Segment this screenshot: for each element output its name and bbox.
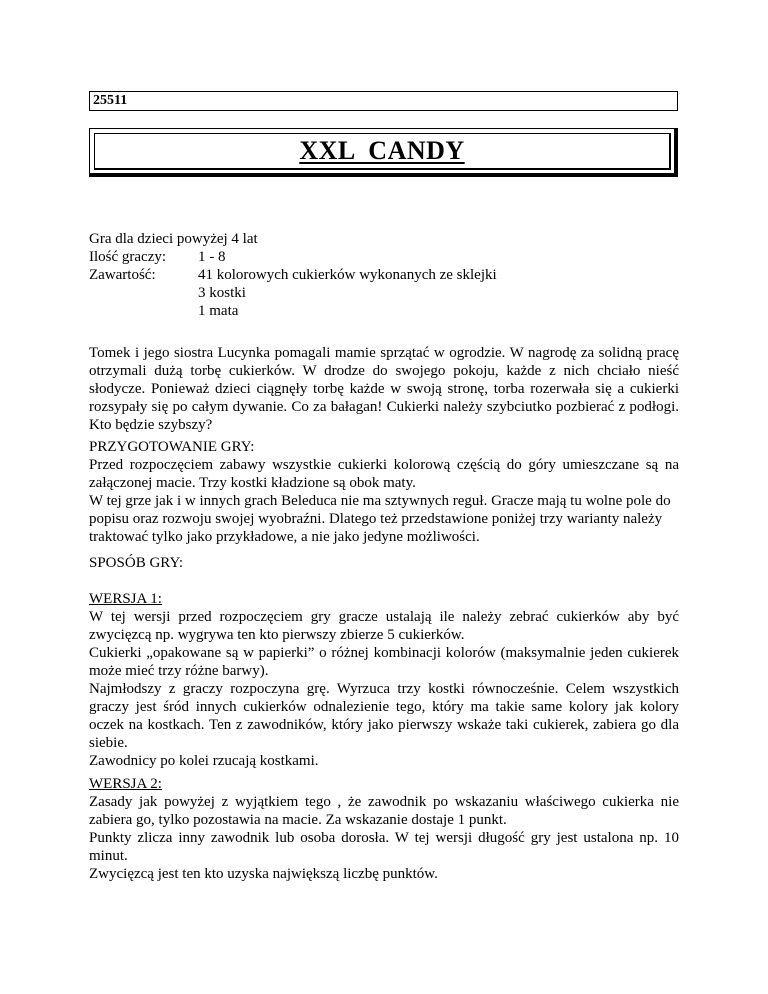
game-info (89, 230, 689, 320)
contents-row (89, 302, 689, 320)
product-code: 25511 (93, 93, 128, 108)
age-text: Gra dla dzieci powyżej 4 lat (89, 231, 258, 247)
version-2-paragraph: Punkty zlicza inny zawodnik lub osoba dorosła. W tej wersji długość gry jest ustalona np. 10 minut. (89, 830, 679, 864)
version-2-paragraph: Zasady jak powyżej z wyjątkiem tego , że zawodnik po wskazaniu właściwego cukierka nie zabiera go, tylko pozostawia na macie. Za wskazanie dostaje 1 punkt. (89, 794, 679, 828)
intro-section (89, 344, 679, 434)
version-1-paragraph: Najmłodszy z graczy rozpoczyna grę. Wyrzuca trzy kostki równocześnie. Celem wszystkich graczy jest śród innych cukierków odnalezienie tego, który ma takie same kolory jak kolory oczek na kostkach. Ten z zawodników, który jako pierwszy wskaże taki cukierek, zabiera go dla siebie. (89, 681, 679, 751)
version-2-heading: WERSJA 2: (89, 776, 162, 792)
howto-section (89, 554, 679, 572)
contents-label: Zawartość: (89, 267, 156, 283)
product-code-box (89, 91, 678, 111)
title-inner-frame (94, 133, 671, 170)
version-1-heading: WERSJA 1: (89, 591, 162, 607)
intro-paragraph: Tomek i jego siostra Lucynka pomagali mamie sprzątać w ogrodzie. W nagrodę za solidną pracę otrzymali dużą torbę cukierków. W drodze do swojego pokoju, każde z nich chciało nieść słodycze. Ponieważ dzieci ciągnęły torbę każde w swoją stronę, torba rozerwała się a cukierki rozsypały się po całym dywanie. Co za bałagan! Cukierki należy szybciutko pozbierać z podłogi. Kto będzie szybszy? (89, 345, 679, 433)
howto-heading: SPOSÓB GRY: (89, 555, 184, 571)
contents-item: 3 kostki (198, 285, 246, 301)
players-row (89, 248, 689, 266)
version-1-paragraph: Zawodnicy po kolei rzucają kostkami. (89, 753, 319, 769)
prep-paragraph: W tej grze jak i w innych grach Beleduca nie ma sztywnych reguł. Gracze mają tu wolne pole do popisu oraz rozwoju swojej wyobraźni. Dlatego też przedstawione poniżej trzy warianty należy traktować tylko jako przykładowe, a nie jako jedyne możliwości. (89, 493, 671, 545)
age-row (89, 230, 689, 248)
version-1-paragraph: Cukierki „opakowane są w papierki” o różnej kombinacji kolorów (maksymalnie jeden cukierek może mieć trzy różne barwy). (89, 645, 679, 679)
contents-row (89, 266, 689, 284)
prep-heading: PRZYGOTOWANIE GRY: (89, 439, 255, 455)
version-2-paragraph: Zwycięzcą jest ten kto uzyska największą liczbę punktów. (89, 866, 438, 882)
contents-row (89, 284, 689, 302)
contents-item: 41 kolorowych cukierków wykonanych ze sklejki (198, 267, 497, 283)
version-1-section (89, 590, 679, 770)
version-1-paragraph: W tej wersji przed rozpoczęciem gry gracze ustalają ile należy zebrać cukierków aby być zwycięzcą np. wygrywa ten kto pierwszy zbierze 5 cukierków. (89, 609, 679, 643)
players-value: 1 - 8 (198, 249, 226, 265)
version-2-section (89, 775, 679, 883)
players-label: Ilość graczy: (89, 249, 167, 265)
prep-paragraph: Przed rozpoczęciem zabawy wszystkie cukierki kolorową częścią do góry umieszczane są na załączonej macie. Trzy kostki kładzione są obok maty. (89, 457, 679, 491)
contents-item: 1 mata (198, 303, 239, 319)
prep-section (89, 438, 679, 546)
title-frame (89, 128, 678, 177)
page-title: XXL CANDY (299, 136, 465, 165)
